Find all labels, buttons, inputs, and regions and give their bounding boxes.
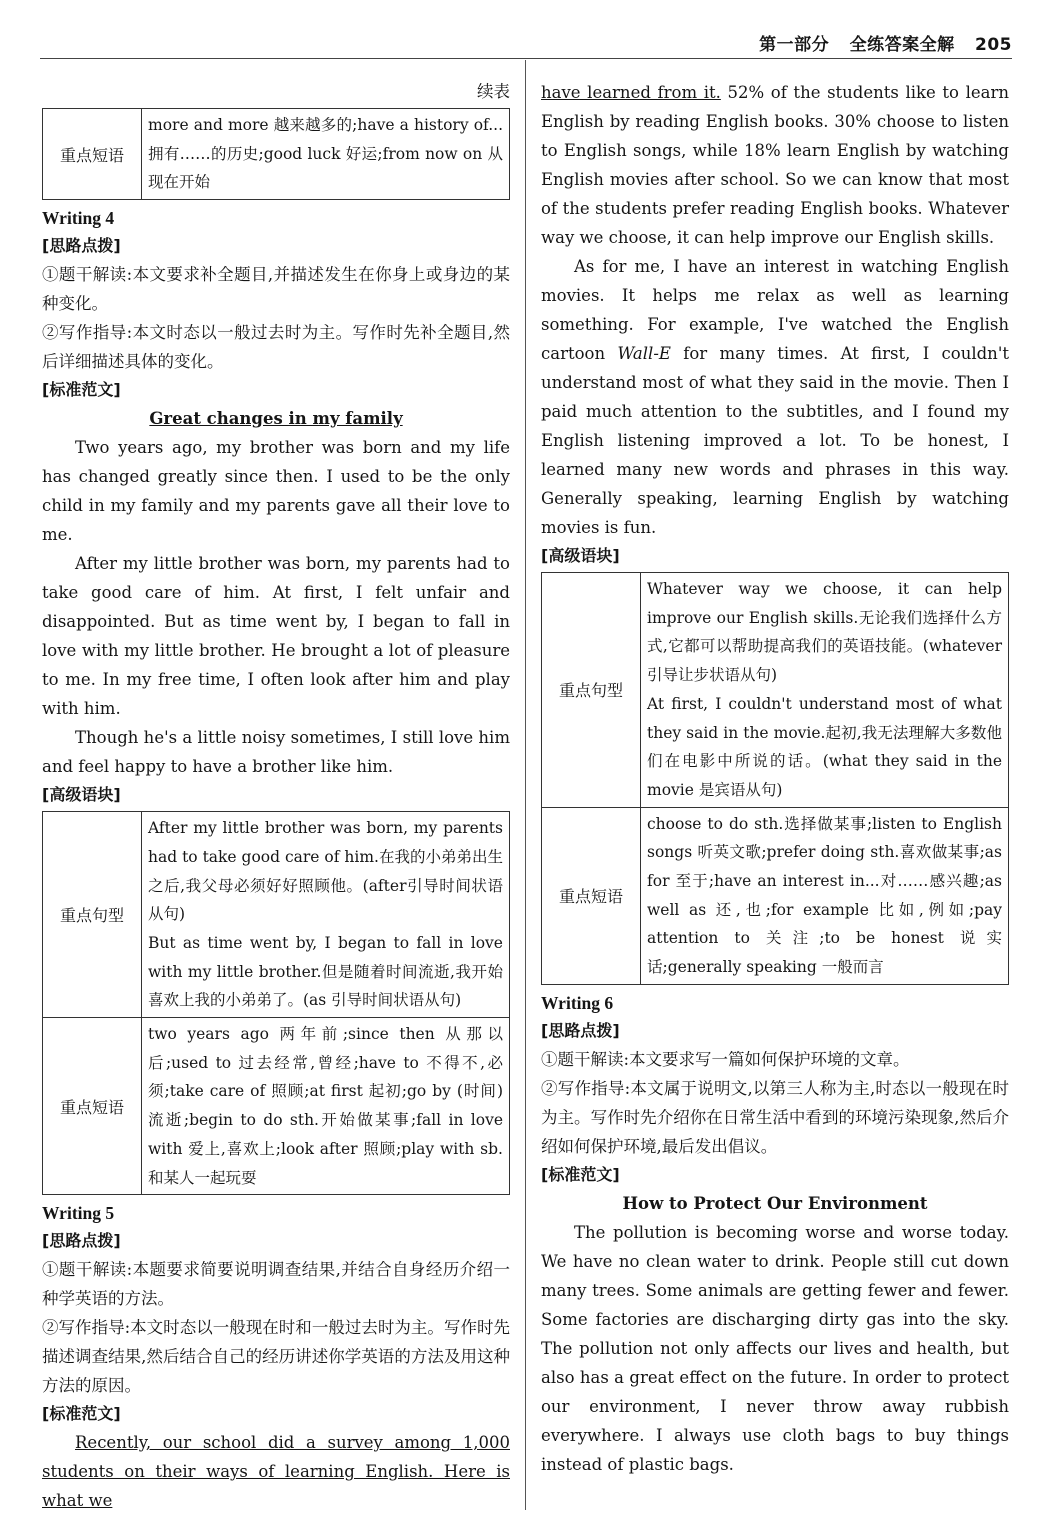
page-number: 205 <box>975 35 1012 55</box>
model-essay-tag: [标准范文] <box>42 380 121 400</box>
tip-guidance: ②写作指导:本文时态以一般现在时和一般过去时为主。写作时先描述调查结果,然后结合自己的经历讲述你学英语的方法及用这种方法的原因。 <box>42 1318 510 1396</box>
movie-title: Wall-E <box>617 344 671 363</box>
essay-paragraph: Recently, our school did a survey among 1,000 students on their ways of learning English. Here is what we <box>42 1433 510 1511</box>
sentence-pattern: After my little brother was born, my parents had to take good care of him.在我的小弟弟出生之后,我父母必须好好照顾他。(after引导时间状语从句) <box>148 819 503 924</box>
table-row <box>542 573 1009 808</box>
sentence-pattern: At first, I couldn't understand most of what they said in the movie.起初,我无法理解大多数他们在电影中所说的话。(what they said in the movie 是宾语从句) <box>647 694 1002 799</box>
tip-interpretation: ①题干解读:本题要求简要说明调查结果,并结合自身经历介绍一种学英语的方法。 <box>42 1260 510 1309</box>
tip-interpretation: ①题干解读:本文要求补全题目,并描述发生在你身上或身边的某种变化。 <box>42 265 510 314</box>
column-divider <box>525 60 526 1510</box>
tips-tag: [思路点拨] <box>42 1231 121 1251</box>
advanced-chunks-table <box>541 572 1009 985</box>
table-row <box>43 812 510 1018</box>
table-label: 重点短语 <box>43 109 142 200</box>
essay-paragraph: After my little brother was born, my parents had to take good care of him. At first, I felt unfair and disappointed. But as time went by, I began to fall in love with my little brother. He brought a lot of pleasure to me. In my free time, I often look after him and play with him. <box>42 554 510 719</box>
model-essay-tag: [标准范文] <box>42 1404 121 1424</box>
right-column <box>541 78 1009 1479</box>
table-row <box>43 1018 510 1195</box>
phrase-table-continued <box>42 108 510 200</box>
key-phrases: choose to do sth.选择做某事;listen to English songs 听英文歌;prefer doing sth.喜欢做某事;as for 至于;have an interest in...对……感兴趣;as well as 还,也;for example 比如,例如;pay attention to 关注;to be honest 说实话;generally speaking 一般而言 <box>647 814 1002 977</box>
header-rule <box>40 58 1012 59</box>
tip-guidance: ②写作指导:本文属于说明文,以第三人称为主,时态以一般现在时为主。写作时先介绍你在日常生活中看到的环境污染现象,然后介绍如何保护环境,最后发出倡议。 <box>541 1078 1009 1156</box>
advanced-chunks-tag: [高级语块] <box>541 546 620 565</box>
writing-4-heading: Writing 4 <box>42 208 115 229</box>
essay-paragraph: have learned from it. 52% of the students like to learn English by reading English books. 30% choose to listen to English songs, while 18% learn English by watching English movies after school. So we can know that most of the students prefer reading English books. Whatever way we choose, it can help improve our English skills. <box>541 83 1009 247</box>
book-name: 全练答案全解 <box>849 35 955 55</box>
key-phrases: two years ago 两年前;since then 从那以后;used to 过去经常,曾经;have to 不得不,必须;take care of 照顾;at first 起初;go by (时间)流逝;begin to do sth.开始做某事;fall in love with 爱上,喜欢上;look after 照顾;play with sb.和某人一起玩耍 <box>148 1025 503 1187</box>
table-label: 重点句型 <box>43 812 142 1018</box>
sentence-pattern: But as time went by, I began to fall in love with my little brother.但是随着时间流逝,我开始喜欢上我的小弟弟了。(as 引导时间状语从句) <box>148 933 503 1010</box>
table-row <box>542 807 1009 984</box>
tip-guidance: ②写作指导:本文时态以一般过去时为主。写作时先补全题目,然后详细描述具体的变化。 <box>42 323 510 372</box>
essay-title: How to Protect Our Environment <box>622 1193 928 1213</box>
essay-paragraph: As for me, I have an interest in watching English movies. It helps me relax as well as learning something. For example, I've watched the English cartoon Wall-E for many times. At first, I couldn't understand most of what they said in the movie. Then I paid much attention to the subtitles, and I found my English listening improved a lot. To be honest, I learned many new words and phrases in this way. Generally speaking, learning English by watching movies is fun. <box>541 257 1009 537</box>
model-essay-tag: [标准范文] <box>541 1164 620 1184</box>
tips-tag: [思路点拨] <box>42 236 121 256</box>
tip-interpretation: ①题干解读:本文要求写一篇如何保护环境的文章。 <box>541 1049 910 1069</box>
continued-label: 续表 <box>477 82 510 101</box>
essay-title: Great changes in my family <box>149 409 403 429</box>
page-header <box>745 30 1012 55</box>
writing-6-heading: Writing 6 <box>541 992 614 1013</box>
advanced-chunks-table <box>42 811 510 1195</box>
table-label: 重点短语 <box>542 807 641 984</box>
underlined-text: have learned from it. <box>541 83 721 102</box>
left-column <box>42 78 510 1515</box>
sentence-pattern: Whatever way we choose, it can help improve our English skills.无论我们选择什么方式,它都可以帮助提高我们的英语技能。(whatever 引导让步状语从句) <box>647 580 1002 685</box>
essay-paragraph: Though he's a little noisy sometimes, I still love him and feel happy to have a brother like him. <box>42 728 510 777</box>
advanced-chunks-tag: [高级语块] <box>42 785 121 805</box>
table-content: more and more 越来越多的;have a history of...拥有……的历史;good luck 好运;from now on 从现在开始 <box>148 116 503 192</box>
writing-5-heading: Writing 5 <box>42 1203 115 1224</box>
essay-paragraph: Two years ago, my brother was born and my life has changed greatly since then. I used to be the only child in my family and my parents gave all their love to me. <box>42 438 510 545</box>
table-label: 重点句型 <box>542 573 641 808</box>
table-label: 重点短语 <box>43 1018 142 1195</box>
tips-tag: [思路点拨] <box>541 1020 620 1040</box>
essay-paragraph: The pollution is becoming worse and worse today. We have no clean water to drink. People still cut down many trees. Some animals are getting fewer and fewer. Some factories are discharging dirty gas into the sky. The pollution not only affects our lives and health, but also has a great effect on the future. In order to protect our environment, I never throw away rubbish everywhere. I always use cloth bags to buy things instead of plastic bags. <box>541 1222 1009 1474</box>
section-name: 第一部分 <box>759 35 830 55</box>
